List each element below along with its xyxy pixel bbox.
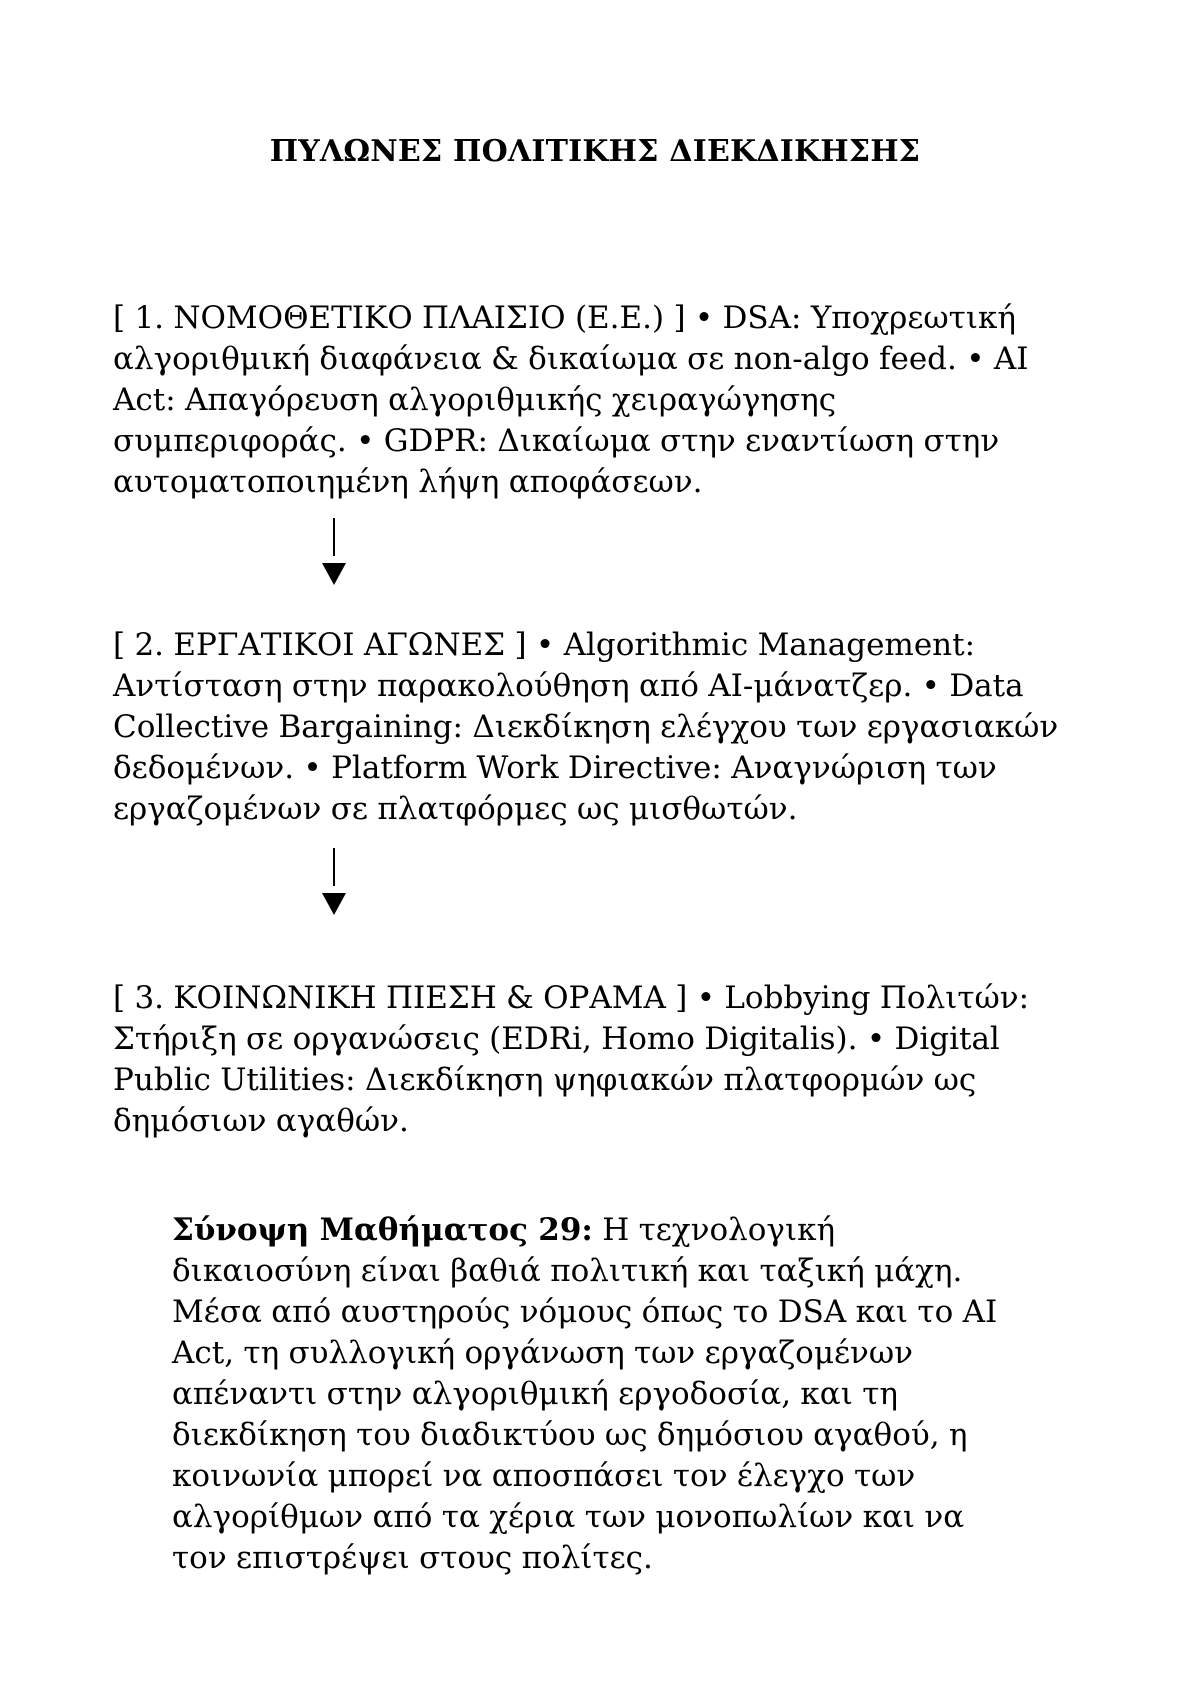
pillar-legislative-framework: [ 1. ΝΟΜΟΘΕΤΙΚΟ ΠΛΑΙΣΙΟ (Ε.Ε.) ] • DSA: Υποχρεωτική αλγοριθμική διαφάνεια & δικαίωμα σε non-algo feed. • AI Act: Απαγόρευση αλγοριθμικής χειραγώγησης συμπεριφοράς. • GDPR: Δικαίωμα στην εναντίωση στην αυτοματοποιημένη λήψη αποφάσεων. — [113, 300, 1029, 500]
pillar-social-pressure-vision: [ 3. ΚΟΙΝΩΝΙΚΗ ΠΙΕΣΗ & ΟΡΑΜΑ ] • Lobbying Πολιτών: Στήριξη σε οργανώσεις (EDRi, Homo Digitalis). • Digital Public Utilities: Διεκδίκηση ψηφιακών πλατφορμών ως δημόσιων αγαθών. — [113, 980, 1030, 1139]
lesson-summary — [172, 1210, 1022, 1579]
pillar-labor-struggles: [ 2. ΕΡΓΑΤΙΚΟΙ ΑΓΩΝΕΣ ] • Algorithmic Management: Αντίσταση στην παρακολούθηση από AI-μάνατζερ. • Data Collective Bargaining: Διεκδίκηση ελέγχου των εργασιακών δεδομένων. • Platform Work Directive: Αναγνώριση των εργαζομένων σε πλατφόρμες ως μισθωτών. — [113, 627, 1059, 827]
down-arrow-icon — [318, 518, 350, 588]
arrow-head — [322, 563, 346, 585]
arrow-shaft — [333, 518, 335, 556]
arrow-head — [322, 893, 346, 915]
page-title: ΠΥΛΩΝΕΣ ΠΟΛΙΤΙΚΗΣ ΔΙΕΚΔΙΚΗΣΗΣ — [269, 134, 921, 170]
summary-label: Σύνοψη Μαθήματος 29: — [172, 1212, 593, 1248]
summary-text: Η τεχνολογική δικαιοσύνη είναι βαθιά πολιτική και ταξική μάχη. Μέσα από αυστηρούς νόμους όπως το DSA και το AI Act, τη συλλογική οργάνωση των εργαζομένων απέναντι στην αλγοριθμική εργοδοσία, και τη διεκδίκηση του διαδικτύου ως δημόσιου αγαθού, η κοινωνία μπορεί να αποσπάσει τον έλεγχο των αλγορίθμων από τα χέρια των μονοπωλίων και να τον επιστρέψει στους πολίτες. — [172, 1212, 998, 1576]
down-arrow-icon — [318, 848, 350, 918]
arrow-shaft — [333, 848, 335, 886]
